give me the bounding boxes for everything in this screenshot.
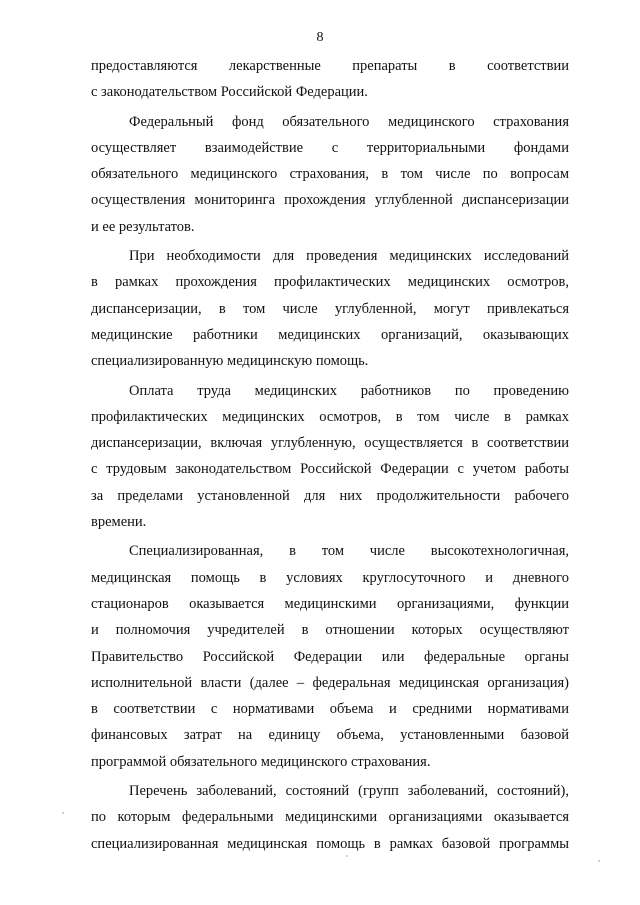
page-number: 8 xyxy=(316,30,324,45)
text-line: за пределами установленной для них продолжительности рабочего xyxy=(91,487,569,504)
text-line: исполнительной власти (далее – федеральная медицинская организация) xyxy=(91,674,569,691)
paragraph xyxy=(91,109,569,240)
text-line: Оплата труда медицинских работников по проведению xyxy=(129,382,569,399)
text-line: профилактических медицинских осмотров, в том числе в рамках xyxy=(91,408,569,425)
text-line: медицинская помощь в условиях круглосуточного и дневного xyxy=(91,569,569,586)
text-line: медицинские работники медицинских организаций, оказывающих xyxy=(91,326,569,343)
text-line: стационаров оказывается медицинскими организациями, функции xyxy=(91,595,569,612)
scan-speck xyxy=(598,860,600,862)
text-line: времени. xyxy=(91,514,147,531)
paragraph xyxy=(91,243,569,374)
paragraph xyxy=(91,538,569,775)
text-line: осуществления мониторинга прохождения углубленной диспансеризации xyxy=(91,192,569,209)
text-line: Перечень заболеваний, состояний (групп заболеваний, состояний), xyxy=(129,783,569,800)
text-line: диспансеризации, включая углубленную, осуществляется в соответствии xyxy=(91,435,569,452)
text-line: диспансеризации, в том числе углубленной, могут привлекаться xyxy=(91,300,569,317)
text-line: и полномочия учредителей в отношении которых осуществляют xyxy=(91,622,569,639)
text-line: Федеральный фонд обязательного медицинского страхования xyxy=(129,113,569,130)
text-line: Правительство Российской Федерации или федеральные органы xyxy=(91,648,569,665)
paragraph xyxy=(91,778,569,857)
text-line: специализированную медицинскую помощь. xyxy=(91,353,369,370)
text-line: в рамках прохождения профилактических медицинских осмотров, xyxy=(91,274,569,291)
text-line: и ее результатов. xyxy=(91,218,195,235)
text-line: программой обязательного медицинского страхования. xyxy=(91,753,431,770)
text-line: Специализированная, в том числе высокотехнологичная, xyxy=(129,543,569,560)
paragraph xyxy=(91,53,569,106)
text-line: в соответствии с нормативами объема и средними нормативами xyxy=(91,701,569,718)
text-line: осуществляет взаимодействие с территориальными фондами xyxy=(91,139,569,156)
text-line: При необходимости для проведения медицинских исследований xyxy=(129,248,569,265)
scan-speck xyxy=(62,812,64,814)
text-line: обязательного медицинского страхования, в том числе по вопросам xyxy=(91,166,569,183)
text-line: специализированная медицинская помощь в рамках базовой программы xyxy=(91,835,569,852)
text-line: по которым федеральными медицинскими организациями оказывается xyxy=(91,809,569,826)
scan-speck xyxy=(346,855,348,857)
text-line: финансовых затрат на единицу объема, установленными базовой xyxy=(91,727,569,744)
paragraph xyxy=(91,378,569,536)
text-line: предоставляются лекарственные препараты в соответствии xyxy=(91,58,569,74)
document-body xyxy=(91,53,569,860)
text-line: с законодательством Российской Федерации. xyxy=(91,84,368,101)
text-line: с трудовым законодательством Российской Федерации с учетом работы xyxy=(91,461,569,478)
